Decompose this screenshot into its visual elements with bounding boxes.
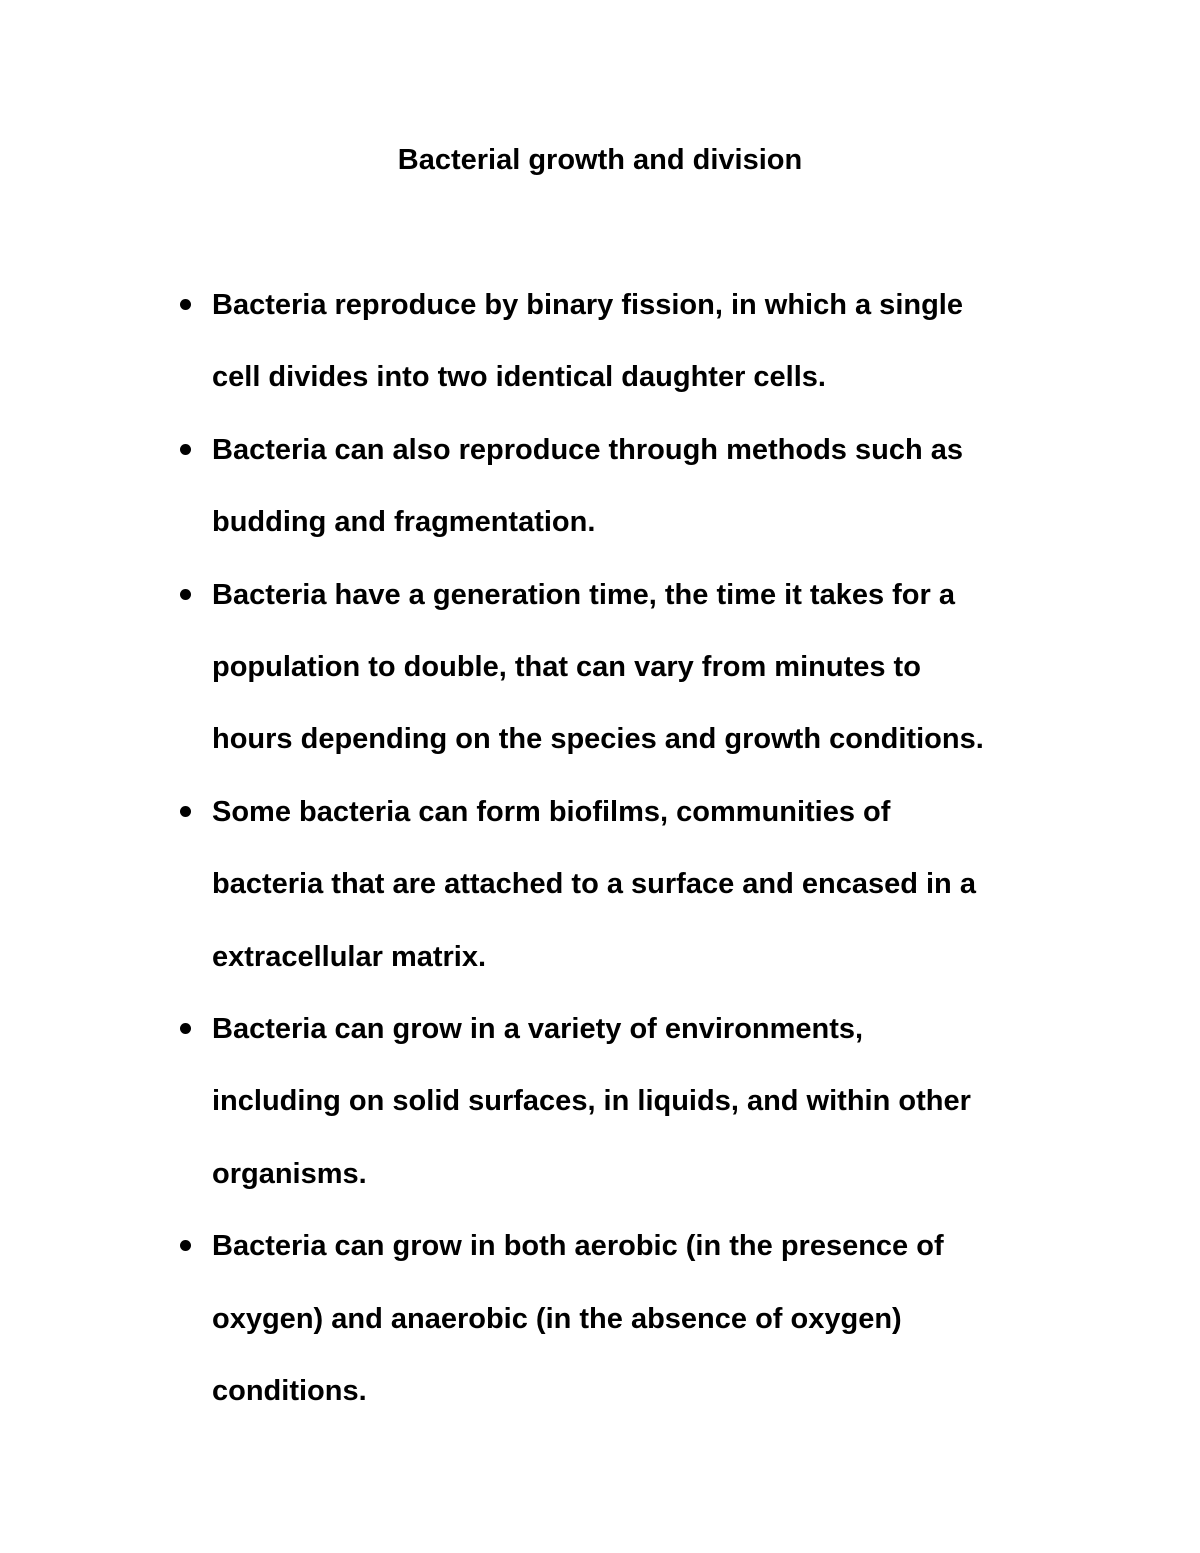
bullet-icon [180, 589, 191, 600]
bullet-item [0, 269, 1200, 414]
bullet-text-line: extracellular matrix. [212, 940, 487, 973]
bullet-text-line: cell divides into two identical daughter cells. [212, 361, 826, 394]
bullet-item [0, 776, 1200, 993]
bullet-text-line: budding and fragmentation. [212, 506, 596, 539]
bullet-text-line: bacteria that are attached to a surface and encased in a [212, 868, 976, 901]
bullet-icon [180, 1240, 191, 1251]
bullet-icon [180, 806, 191, 817]
bullet-text-line: Bacteria have a generation time, the time it takes for a [212, 578, 955, 611]
bullet-item [0, 993, 1200, 1210]
bullet-icon [180, 444, 191, 455]
bullet-text-line: Bacteria can grow in a variety of environments, [212, 1013, 864, 1046]
bullet-text-line: population to double, that can vary from minutes to [212, 651, 921, 684]
bullet-text-line: Bacteria reproduce by binary fission, in which a single [212, 289, 963, 321]
bullet-text-line: organisms. [212, 1157, 367, 1190]
bullet-text-line: Bacteria can grow in both aerobic (in the presence of [212, 1230, 944, 1263]
bullet-text-line: Bacteria can also reproduce through methods such as [212, 433, 963, 466]
bullet-item [0, 1210, 1200, 1427]
bullet-icon [180, 1023, 191, 1034]
bullet-text-line: Some bacteria can form biofilms, communities of [212, 795, 891, 828]
bullet-text-line: hours depending on the species and growth conditions. [212, 723, 984, 756]
bullet-text-line: oxygen) and anaerobic (in the absence of oxygen) [212, 1302, 902, 1335]
bullet-item [0, 414, 1200, 559]
bullet-item [0, 559, 1200, 776]
bullet-text-line: conditions. [212, 1375, 367, 1408]
bullet-icon [180, 299, 191, 310]
document-title: Bacterial growth and division [397, 144, 803, 176]
bullet-list [0, 269, 1200, 1428]
bullet-text-line: including on solid surfaces, in liquids, and within other [212, 1085, 971, 1118]
